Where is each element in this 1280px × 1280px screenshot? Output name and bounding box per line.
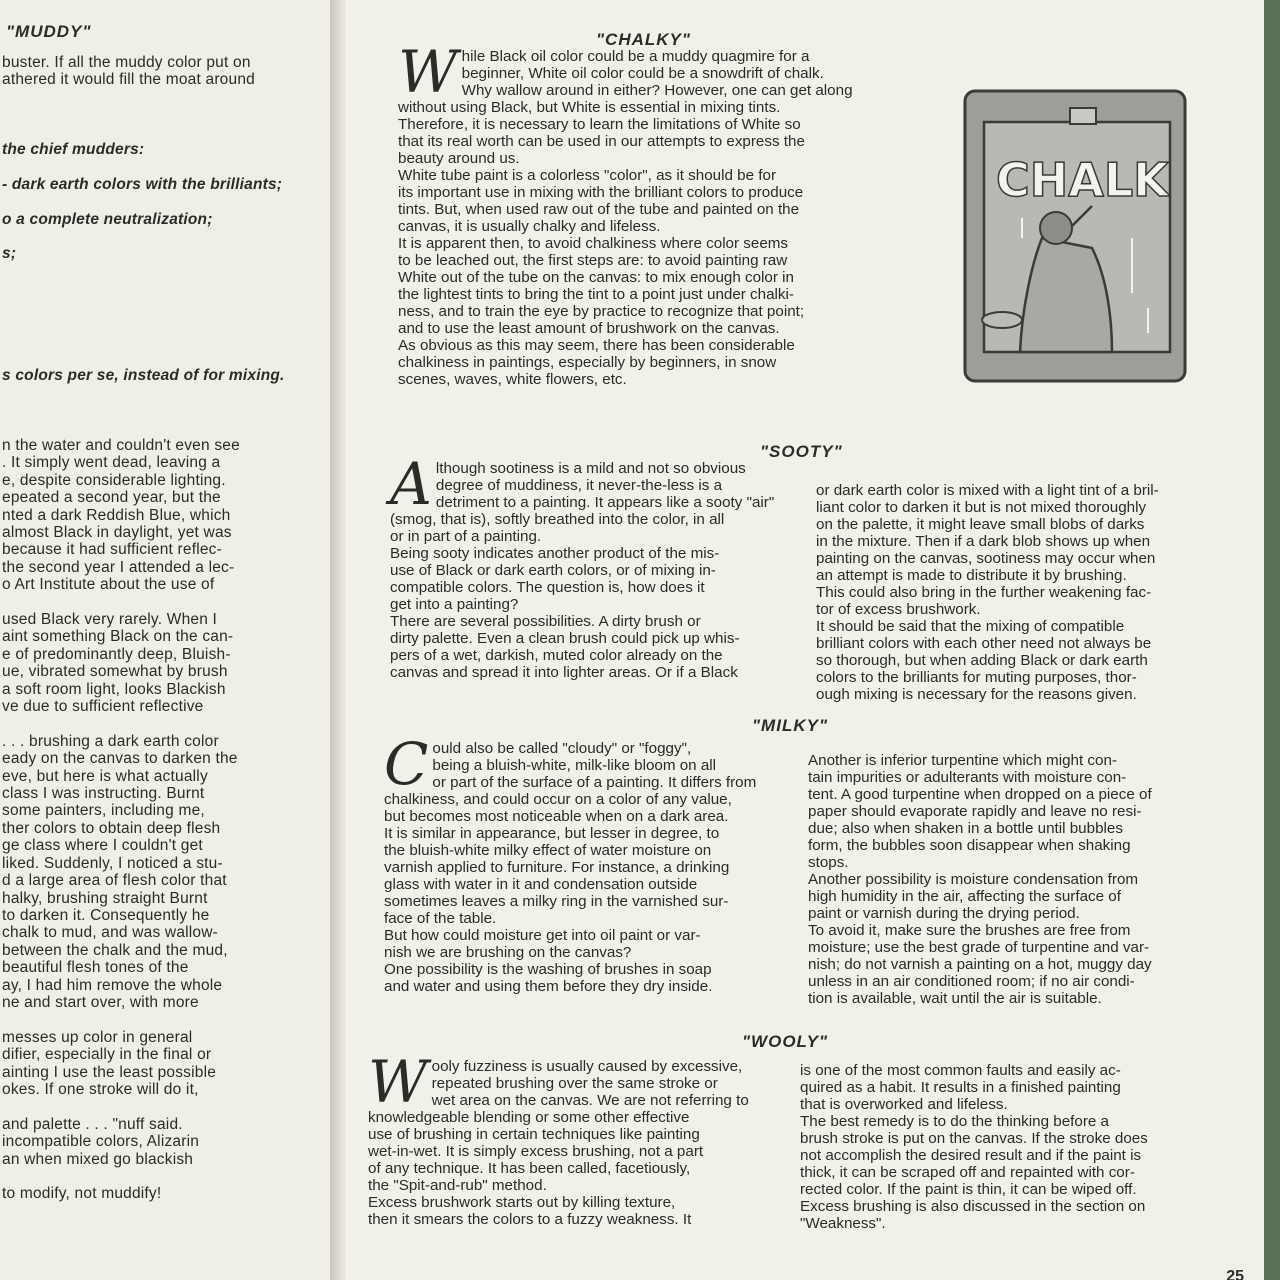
text-line: get into a painting? bbox=[390, 596, 519, 613]
wooly-dropcap: W bbox=[368, 1048, 428, 1116]
text-line: It is apparent then, to avoid chalkiness where color seems bbox=[398, 235, 789, 252]
text-line: ould also be called "cloudy" or "foggy", bbox=[432, 740, 692, 757]
text-line: ooly fuzziness is usually caused by excessive, bbox=[431, 1058, 743, 1075]
text-line: the second year I attended a lec- bbox=[2, 558, 235, 576]
milky-heading: "MILKY" bbox=[752, 716, 829, 735]
text-line: halky, brushing straight Burnt bbox=[2, 889, 208, 907]
text-line: then it smears the colors to a fuzzy weakness. It bbox=[368, 1211, 692, 1228]
text-line: pers of a wet, darkish, muted color already on the bbox=[390, 647, 723, 664]
text-line: the bluish-white milky effect of water moisture on bbox=[384, 842, 712, 859]
text-line: difier, especially in the final or bbox=[2, 1046, 212, 1064]
text-line: ness, and to train the eye by practice to recognize that point; bbox=[398, 303, 805, 320]
text-line: lthough sootiness is a mild and not so obvious bbox=[435, 460, 746, 477]
sooty-heading: "SOOTY" bbox=[760, 442, 843, 461]
text-line: Another possibility is moisture condensation from bbox=[808, 871, 1139, 888]
chalky-heading: "CHALKY" bbox=[596, 30, 691, 49]
text-line: in the mixture. Then if a dark blob shows up when bbox=[816, 533, 1151, 550]
left-page bbox=[0, 0, 336, 1280]
text-line: buster. If all the muddy color put on bbox=[2, 54, 251, 71]
text-line: without using Black, but White is essential in mixing tints. bbox=[398, 99, 781, 116]
text-line: the chief mudders: bbox=[2, 141, 145, 159]
text-line: and palette . . . "nuff said. bbox=[2, 1115, 183, 1133]
text-line: e, despite considerable lighting. bbox=[2, 471, 226, 489]
text-line bbox=[2, 1168, 302, 1185]
text-line: It should be said that the mixing of compatible bbox=[816, 618, 1125, 635]
wooly-col-2 bbox=[800, 1062, 1196, 1232]
text-line: on the palette, it might leave small blobs of darks bbox=[816, 516, 1145, 533]
text-line: beginner, White oil color could be a snowdrift of chalk. bbox=[461, 65, 824, 82]
text-line: beauty around us. bbox=[398, 150, 520, 167]
text-line: epeated a second year, but the bbox=[2, 489, 221, 507]
text-line: ue, vibrated somewhat by brush bbox=[2, 663, 228, 681]
right-page bbox=[346, 0, 1280, 1280]
text-line: compatible colors. The question is, how does it bbox=[390, 579, 705, 596]
text-line: o a complete neutralization; bbox=[2, 210, 213, 228]
text-line: One possibility is the washing of brushes in soap bbox=[384, 961, 712, 978]
text-line: - dark earth colors with the brilliants; bbox=[2, 175, 283, 193]
milky-col-2 bbox=[808, 752, 1198, 1007]
text-line: sometimes leaves a milky ring in the varnished sur- bbox=[384, 893, 729, 910]
chalk-illustration bbox=[962, 88, 1188, 384]
text-line: or in part of a painting. bbox=[390, 528, 542, 545]
milky-col-1 bbox=[384, 730, 774, 995]
text-line bbox=[2, 280, 302, 297]
text-line: (smog, that is), softly breathed into the color, in all bbox=[390, 511, 725, 528]
text-line: chalkiness, and could occur on a color of any value, bbox=[384, 791, 732, 808]
sooty-dropcap: A bbox=[390, 450, 432, 518]
text-line: Excess brushing is also discussed in the section on bbox=[800, 1198, 1146, 1215]
text-line: "Weakness". bbox=[800, 1215, 886, 1232]
text-line: chalk to mud, and was wallow- bbox=[2, 924, 219, 942]
text-line: To avoid it, make sure the brushes are free from bbox=[808, 922, 1131, 939]
text-line bbox=[2, 193, 302, 210]
text-line: varnish applied to furniture. For instance, a drinking bbox=[384, 859, 730, 876]
text-line: tent. A good turpentine when dropped on a piece of bbox=[808, 786, 1152, 803]
text-line: the lightest tints to bring the tint to a point just under chalki- bbox=[398, 286, 794, 303]
text-line: liked. Suddenly, I noticed a stu- bbox=[2, 854, 223, 872]
text-line: used Black very rarely. When I bbox=[2, 611, 218, 628]
text-line: not accomplish the desired result and if the paint is bbox=[800, 1147, 1142, 1164]
text-line bbox=[2, 298, 302, 315]
text-line: that its real worth can be used in our attempts to express the bbox=[398, 133, 805, 150]
text-line: of any technique. It has been called, facetiously, bbox=[368, 1160, 691, 1177]
text-line: athered it would fill the moat around bbox=[2, 71, 255, 89]
text-line: an when mixed go blackish bbox=[2, 1150, 194, 1168]
text-line: incompatible colors, Alizarin bbox=[2, 1133, 200, 1151]
text-line: rected color. If the paint is thin, it can be wiped off. bbox=[800, 1181, 1137, 1198]
text-line: repeated brushing over the same stroke or bbox=[431, 1075, 718, 1092]
text-line: dirty palette. Even a clean brush could pick up whis- bbox=[390, 630, 740, 647]
text-line: beautiful flesh tones of the bbox=[2, 959, 189, 977]
text-line: n the water and couldn't even see bbox=[2, 436, 240, 454]
text-line: paper should evaporate rapidly and leave no resi- bbox=[808, 803, 1142, 820]
text-line: This could also bring in the further weakening fac- bbox=[816, 584, 1152, 601]
text-line: liant color to darken it but is not mixed thoroughly bbox=[816, 499, 1147, 516]
text-line: a soft room light, looks Blackish bbox=[2, 680, 226, 698]
text-line: As obvious as this may seem, there has been considerable bbox=[398, 337, 795, 354]
chalk-illustration-text: CHALK bbox=[996, 153, 1169, 207]
text-line: use of brushing in certain techniques like painting bbox=[368, 1126, 700, 1143]
text-line: class I was instructing. Burnt bbox=[2, 785, 205, 803]
text-line: nish; do not varnish a painting on a hot, muggy day bbox=[808, 956, 1152, 973]
text-line: stops. bbox=[808, 854, 849, 871]
text-line bbox=[2, 89, 302, 106]
text-line: It is similar in appearance, but lesser in degree, to bbox=[384, 825, 720, 842]
wooly-col-1-text bbox=[368, 1048, 768, 1228]
text-line: White tube paint is a colorless "color", as it should be for bbox=[398, 167, 776, 184]
text-line: its important use in mixing with the brilliant colors to produce bbox=[398, 184, 804, 201]
text-line: almost Black in daylight, yet was bbox=[2, 523, 232, 541]
text-line: glass with water in it and condensation outside bbox=[384, 876, 698, 893]
page-number: 25 bbox=[1226, 1268, 1244, 1280]
sooty-col-2 bbox=[816, 482, 1206, 703]
wooly-heading: "WOOLY" bbox=[742, 1032, 829, 1051]
text-line: ough mixing is necessary for the reasons given. bbox=[816, 686, 1137, 703]
text-line bbox=[2, 124, 302, 141]
text-line: knowledgeable blending or some other effective bbox=[368, 1109, 690, 1126]
sooty-col-1 bbox=[390, 450, 782, 681]
text-line bbox=[2, 315, 302, 332]
text-line: painting on the canvas, sootiness may occur when bbox=[816, 550, 1156, 567]
page-edge bbox=[1264, 0, 1280, 1280]
text-line: quired as a habit. It results in a finished painting bbox=[800, 1079, 1121, 1096]
text-line: detriment to a painting. It appears like a sooty "air" bbox=[435, 494, 775, 511]
text-line: ne and start over, with more bbox=[2, 993, 199, 1011]
text-line: some painters, including me, bbox=[2, 802, 205, 820]
text-line: e of predominantly deep, Bluish- bbox=[2, 645, 231, 663]
text-line: . . . brushing a dark earth color bbox=[2, 732, 219, 750]
text-line: ay, I had him remove the whole bbox=[2, 976, 223, 994]
text-line: moisture; use the best grade of turpentine and var- bbox=[808, 939, 1150, 956]
text-line: eady on the canvas to darken the bbox=[2, 750, 238, 768]
text-line bbox=[2, 385, 302, 402]
text-line: canvas and spread it into lighter areas. Or if a Black bbox=[390, 664, 738, 681]
text-line: being a bluish-white, milk-like bloom on all bbox=[432, 757, 717, 774]
text-line: is one of the most common faults and easily ac- bbox=[800, 1062, 1121, 1079]
text-line: and to use the least amount of brushwork on the canvas. bbox=[398, 320, 780, 337]
text-line: to darken it. Consequently he bbox=[2, 906, 210, 924]
text-line: Being sooty indicates another product of the mis- bbox=[390, 545, 720, 562]
text-line: scenes, waves, white flowers, etc. bbox=[398, 371, 627, 388]
text-line bbox=[2, 263, 302, 280]
text-line: because it had sufficient reflec- bbox=[2, 541, 222, 559]
text-line: ainting I use the least possible bbox=[2, 1063, 217, 1081]
text-line: to modify, not muddify! bbox=[2, 1185, 162, 1203]
text-line: tion is available, wait until the air is suitable. bbox=[808, 990, 1102, 1007]
text-line: chalkiness in paintings, especially by beginners, in snow bbox=[398, 354, 777, 371]
text-line: brilliant colors with each other need not always be bbox=[816, 635, 1152, 652]
muddy-heading: "MUDDY" bbox=[6, 22, 92, 41]
text-line: degree of muddiness, it never-the-less is a bbox=[435, 477, 723, 494]
text-line: aint something Black on the can- bbox=[2, 628, 234, 646]
text-line: an attempt is made to distribute it by brushing. bbox=[816, 567, 1127, 584]
text-line: But how could moisture get into oil paint or var- bbox=[384, 927, 701, 944]
text-line bbox=[2, 158, 302, 175]
text-line bbox=[2, 402, 302, 419]
text-line: There are several possibilities. A dirty brush or bbox=[390, 613, 701, 630]
wooly-col-1 bbox=[368, 1048, 768, 1228]
text-line: d a large area of flesh color that bbox=[2, 872, 227, 890]
text-line: or part of the surface of a painting. It differs from bbox=[432, 774, 757, 791]
text-line: unless in an air conditioned room; if no air condi- bbox=[808, 973, 1135, 990]
text-line: The best remedy is to do the thinking before a bbox=[800, 1113, 1109, 1130]
text-line: hile Black oil color could be a muddy quagmire for a bbox=[461, 48, 810, 65]
text-line: nted a dark Reddish Blue, which bbox=[2, 506, 231, 524]
text-line bbox=[2, 1098, 302, 1115]
text-line: Excess brushwork starts out by killing texture, bbox=[368, 1194, 676, 1211]
text-line: face of the table. bbox=[384, 910, 497, 927]
text-line bbox=[2, 228, 302, 245]
text-line: ve due to sufficient reflective bbox=[2, 698, 204, 716]
text-line: White out of the tube on the canvas: to mix enough color in bbox=[398, 269, 794, 286]
text-line bbox=[2, 594, 302, 611]
text-line: s colors per se, instead of for mixing. bbox=[2, 367, 285, 385]
text-line bbox=[2, 420, 302, 437]
text-line: or dark earth color is mixed with a light tint of a bril- bbox=[816, 482, 1159, 499]
sooty-col-1-text bbox=[390, 450, 782, 681]
text-line: canvas, it is usually chalky and lifeless. bbox=[398, 218, 661, 235]
text-line: tain impurities or adulterants with moisture con- bbox=[808, 769, 1127, 786]
text-line: colors to the brilliants for muting purposes, thor- bbox=[816, 669, 1137, 686]
text-line: brush stroke is put on the canvas. If the stroke does bbox=[800, 1130, 1148, 1147]
text-line: s; bbox=[2, 245, 17, 263]
text-line: to be leached out, the first steps are: to avoid painting raw bbox=[398, 252, 788, 269]
text-line: and water and using them before they dry inside. bbox=[384, 978, 713, 995]
text-line bbox=[2, 715, 302, 732]
text-line: wet-in-wet. It is simply excess brushing, not a part bbox=[368, 1143, 704, 1160]
left-page-text bbox=[2, 54, 302, 1203]
text-line: Therefore, it is necessary to learn the limitations of White so bbox=[398, 116, 801, 133]
text-line: the "Spit-and-rub" method. bbox=[368, 1177, 547, 1194]
text-line: ge class where I couldn't get bbox=[2, 837, 203, 855]
text-line: tints. But, when used raw out of the tube and painted on the bbox=[398, 201, 800, 218]
chalky-text bbox=[398, 38, 874, 388]
text-line: okes. If one stroke will do it, bbox=[2, 1080, 199, 1098]
text-line: ther colors to obtain deep flesh bbox=[2, 819, 221, 837]
text-line: Another is inferior turpentine which might con- bbox=[808, 752, 1117, 769]
text-line bbox=[2, 106, 302, 123]
text-line: so thorough, but when adding Black or dark earth bbox=[816, 652, 1148, 669]
text-line: o Art Institute about the use of bbox=[2, 576, 215, 594]
text-line: due; also when shaken in a bottle until bubbles bbox=[808, 820, 1123, 837]
text-line: nish we are brushing on the canvas? bbox=[384, 944, 632, 961]
text-line: but becomes most noticeable when on a dark area. bbox=[384, 808, 729, 825]
text-line: thick, it can be scraped off and repainted with cor- bbox=[800, 1164, 1135, 1181]
text-line: that is overworked and lifeless. bbox=[800, 1096, 1008, 1113]
text-line: . It simply went dead, leaving a bbox=[2, 454, 221, 472]
text-line bbox=[2, 350, 302, 367]
text-line: Why wallow around in either? However, one can get along bbox=[461, 82, 853, 99]
text-line: messes up color in general bbox=[2, 1028, 193, 1046]
text-line: high humidity in the air, affecting the surface of bbox=[808, 888, 1121, 905]
text-line: use of Black or dark earth colors, or of mixing in- bbox=[390, 562, 716, 579]
chalky-section bbox=[398, 38, 874, 388]
text-line bbox=[2, 333, 302, 350]
text-line: wet area on the canvas. We are not referring to bbox=[431, 1092, 749, 1109]
text-line: tor of excess brushwork. bbox=[816, 601, 981, 618]
text-line: form, the bubbles soon disappear when shaking bbox=[808, 837, 1131, 854]
text-line: between the chalk and the mud, bbox=[2, 941, 228, 959]
chalky-dropcap: W bbox=[398, 38, 458, 106]
milky-col-1-text bbox=[384, 730, 774, 995]
text-line bbox=[2, 1011, 302, 1028]
milky-dropcap: C bbox=[384, 730, 429, 798]
text-line: paint or varnish during the drying period. bbox=[808, 905, 1080, 922]
text-line: eve, but here is what actually bbox=[2, 767, 208, 785]
